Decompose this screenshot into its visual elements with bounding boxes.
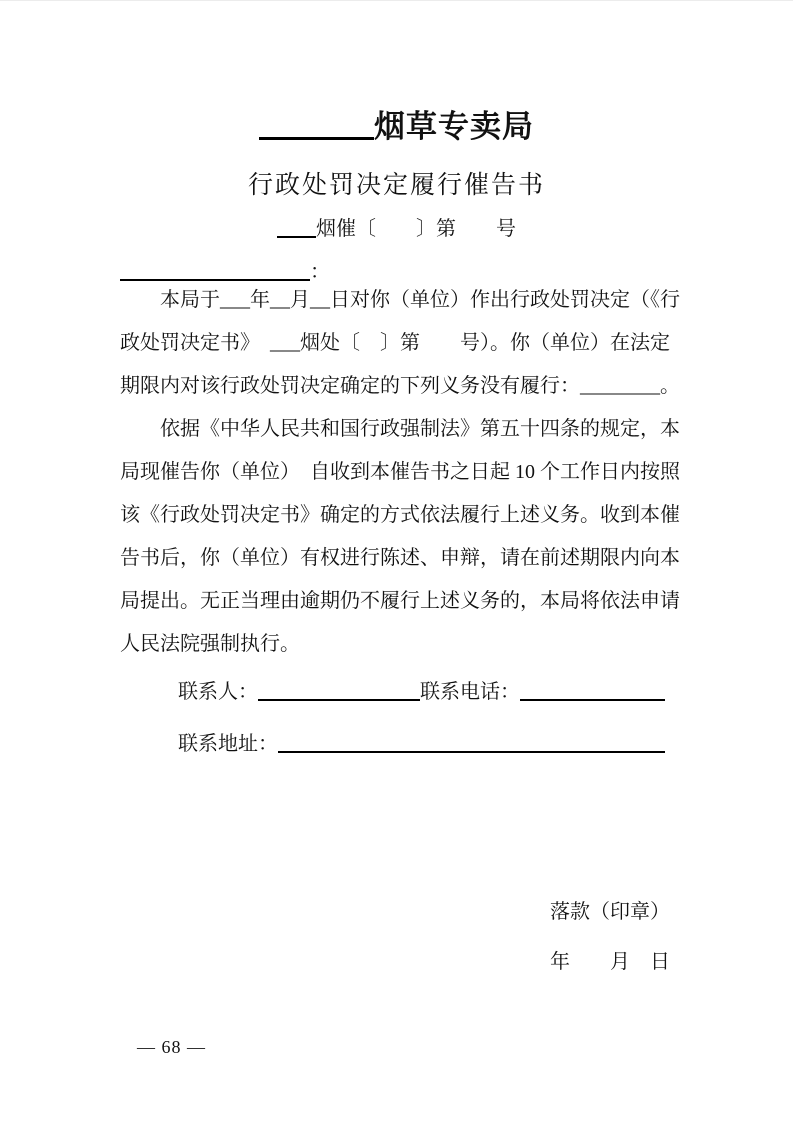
paragraph-line: 期限内对该行政处罚决定确定的下列义务没有履行：________。	[120, 375, 680, 397]
contact-person-label: 联系人：	[178, 681, 258, 703]
addressee-colon: ：	[310, 261, 330, 283]
page-number: — 68 —	[137, 1037, 206, 1057]
title-org-name: 烟草专卖局	[374, 109, 534, 144]
addressee-blank-field	[120, 261, 310, 281]
contact-address-blank-field	[278, 733, 665, 753]
title-org-blank-field	[259, 109, 374, 140]
contact-phone-blank-field	[520, 681, 665, 701]
paragraph-line: 局提出。无正当理由逾期仍不履行上述义务的，本局将依法申请	[120, 590, 680, 612]
paragraph-line: 局现催告你（单位） 自收到本催告书之日起 10 个工作日内按照	[120, 461, 680, 483]
signature-date-line: 年 月 日	[550, 951, 670, 973]
signature-seal-line: 落款（印章）	[550, 901, 670, 923]
document-title	[0, 101, 793, 146]
paragraph-line: 人民法院强制执行。	[120, 633, 300, 655]
signature-block	[550, 895, 670, 974]
paragraph-line: 依据《中华人民共和国行政强制法》第五十四条的规定，本	[120, 418, 680, 440]
paragraph-line: 政处罚决定书》 ___烟处〔 〕第 号）。你（单位）在法定	[120, 332, 670, 354]
paragraph-line: 本局于___年__月__日对你（单位）作出行政处罚决定（《行	[120, 289, 680, 311]
paragraph-line: 告书后，你（单位）有权进行陈述、申辩，请在前述期限内向本	[120, 547, 680, 569]
body-paragraph-2	[120, 408, 698, 666]
doc-number-line	[0, 212, 793, 241]
paragraph-line: 该《行政处罚决定书》确定的方式依法履行上述义务。收到本催	[120, 504, 680, 526]
contact-line-address	[178, 727, 665, 756]
contact-address-label: 联系地址：	[178, 733, 278, 755]
contact-phone-label: 联系电话：	[420, 681, 520, 703]
doc-number-text: 烟催〔 〕第 号	[316, 218, 516, 240]
body-paragraph-1	[120, 279, 698, 408]
contact-line-person-phone	[178, 675, 665, 704]
document-subtitle: 行政处罚决定履行催告书	[247, 171, 545, 199]
contact-person-blank-field	[258, 681, 420, 701]
doc-number-blank-field	[277, 218, 316, 238]
